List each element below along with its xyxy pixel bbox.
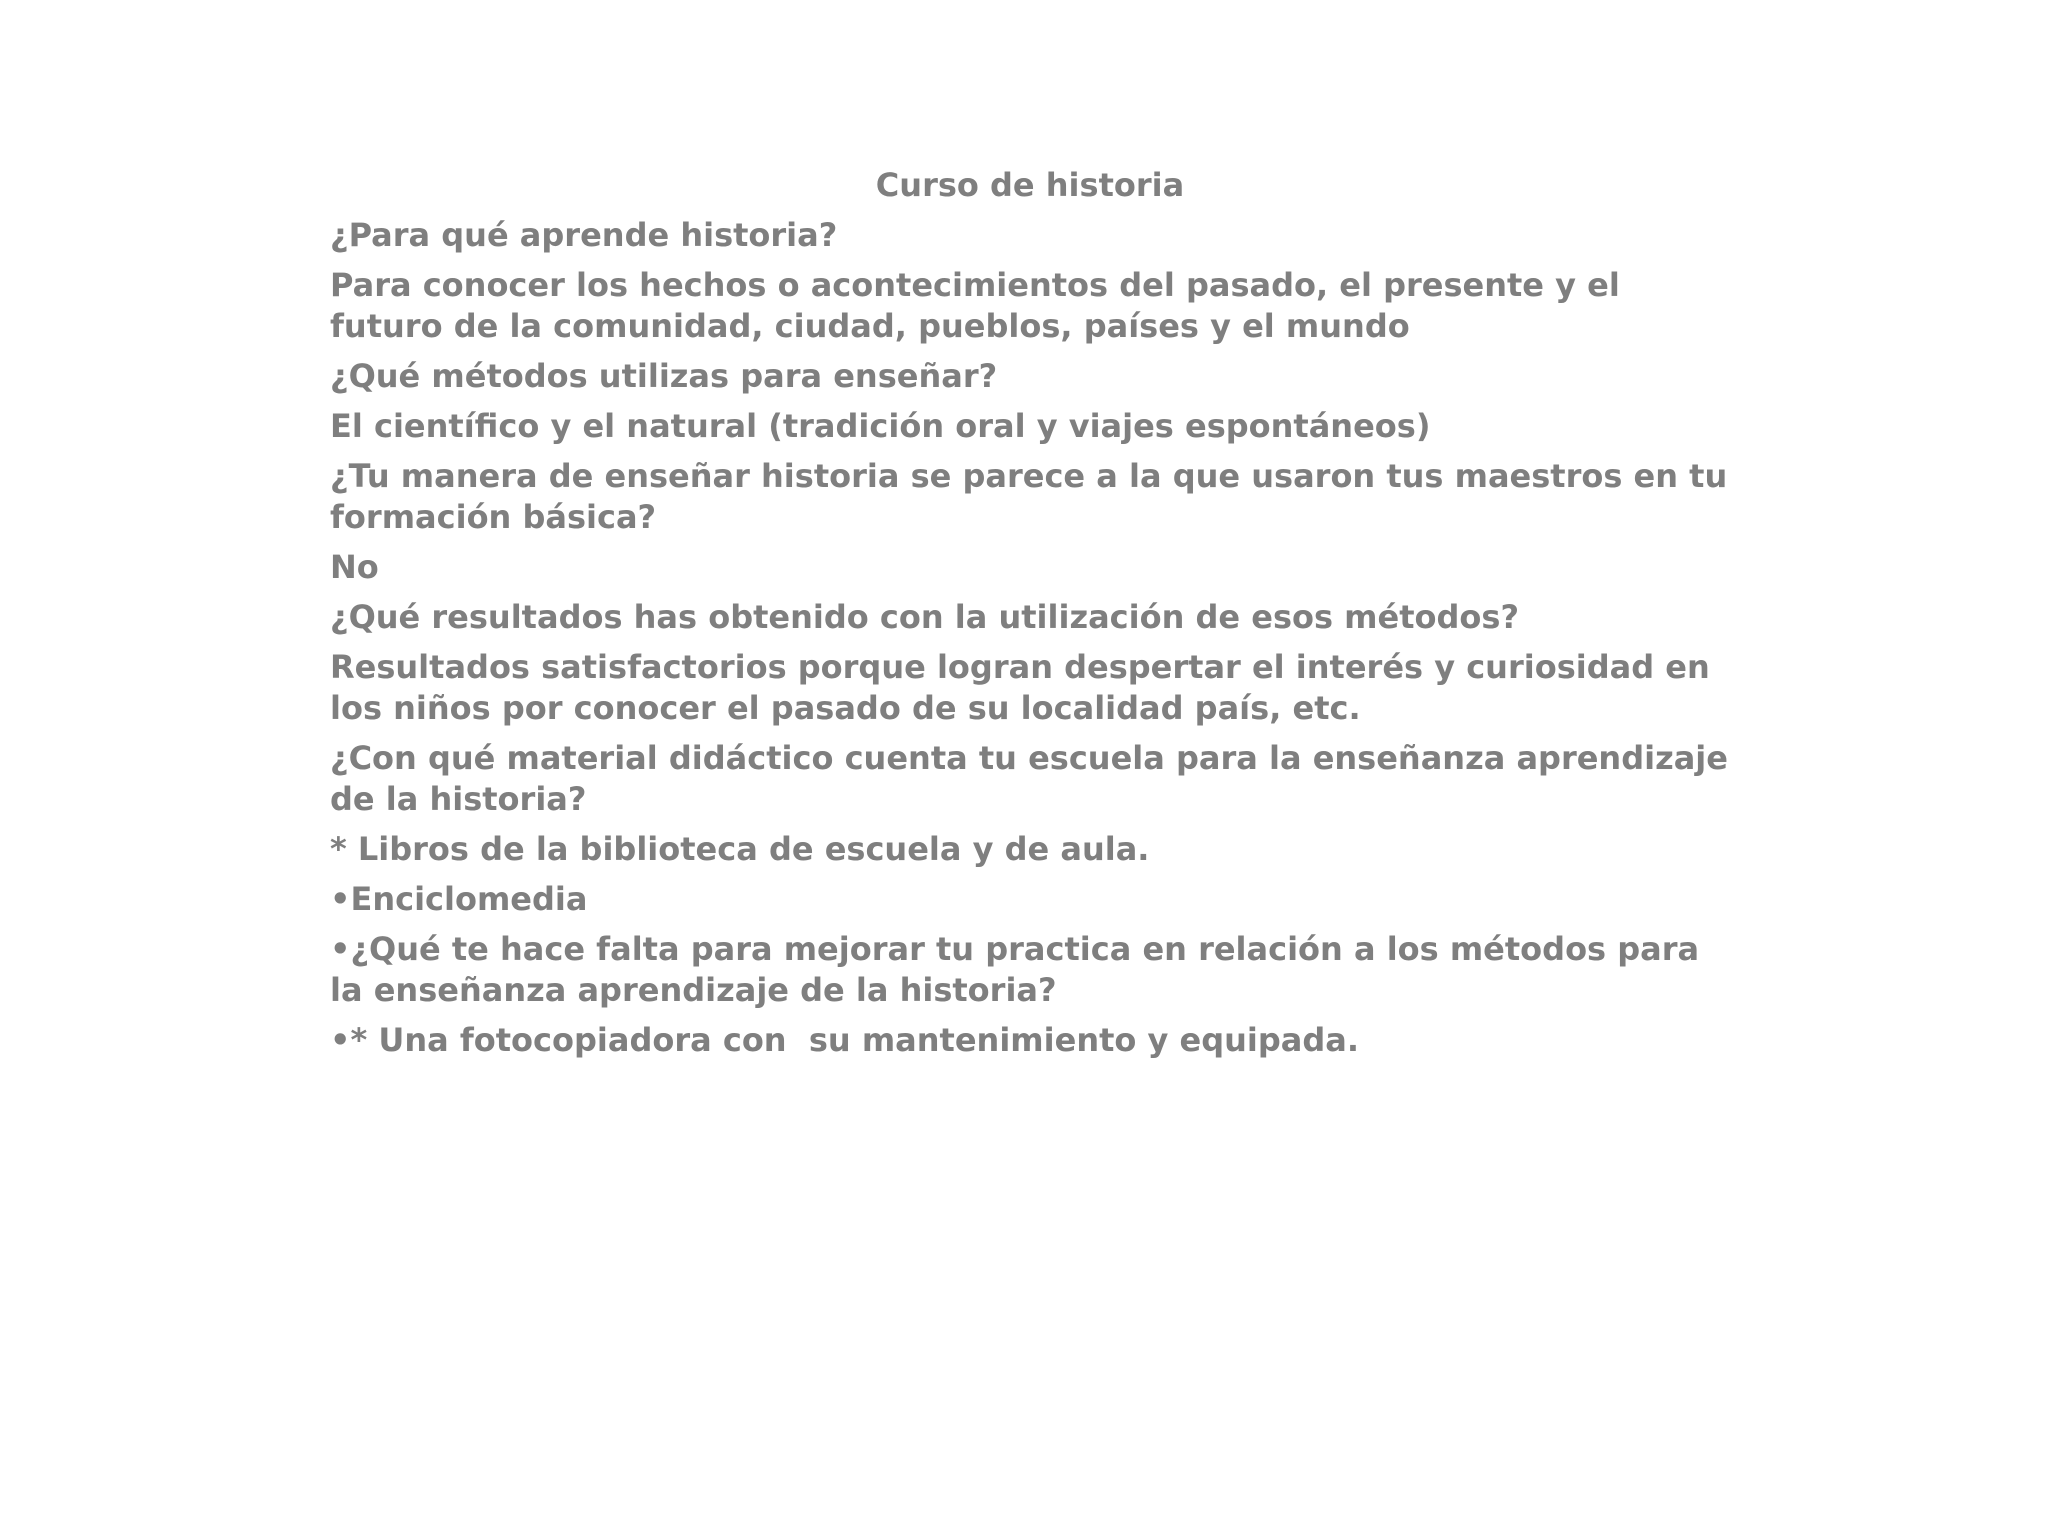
answer-materials-books: * Libros de la biblioteca de escuela y de aula. [330,830,1150,868]
question-needs: •¿Qué te hace falta para mejorar tu practica en relación a los métodos para la enseñanza aprendizaje de la historia? [330,930,1711,1009]
question-purpose: ¿Para qué aprende historia? [330,216,838,254]
slide-title: Curso de historia [875,166,1185,204]
answer-results: Resultados satisfactorios porque logran despertar el interés y curiosidad en los niños por conocer el pasado de su localidad país, etc. [330,648,1721,727]
answer-materials-enciclomedia: •Enciclomedia [330,880,588,918]
answer-purpose: Para conocer los hechos o acontecimientos del pasado, el presente y el futuro de la comunidad, ciudad, pueblos, países y el mundo [330,266,1631,345]
slide-content [330,165,1740,1070]
question-results: ¿Qué resultados has obtenido con la utilización de esos métodos? [330,598,1519,636]
answer-methods: El científico y el natural (tradición oral y viajes espontáneos) [330,407,1431,445]
answer-teaching-style: No [330,548,379,586]
answer-needs: •* Una fotocopiadora con su mantenimiento y equipada. [330,1021,1360,1059]
question-methods: ¿Qué métodos utilizas para enseñar? [330,357,998,395]
question-teaching-style: ¿Tu manera de enseñar historia se parece a la que usaron tus maestros en tu formación básica? [330,457,1739,536]
question-materials: ¿Con qué material didáctico cuenta tu escuela para la enseñanza aprendizaje de la historia? [330,739,1740,818]
